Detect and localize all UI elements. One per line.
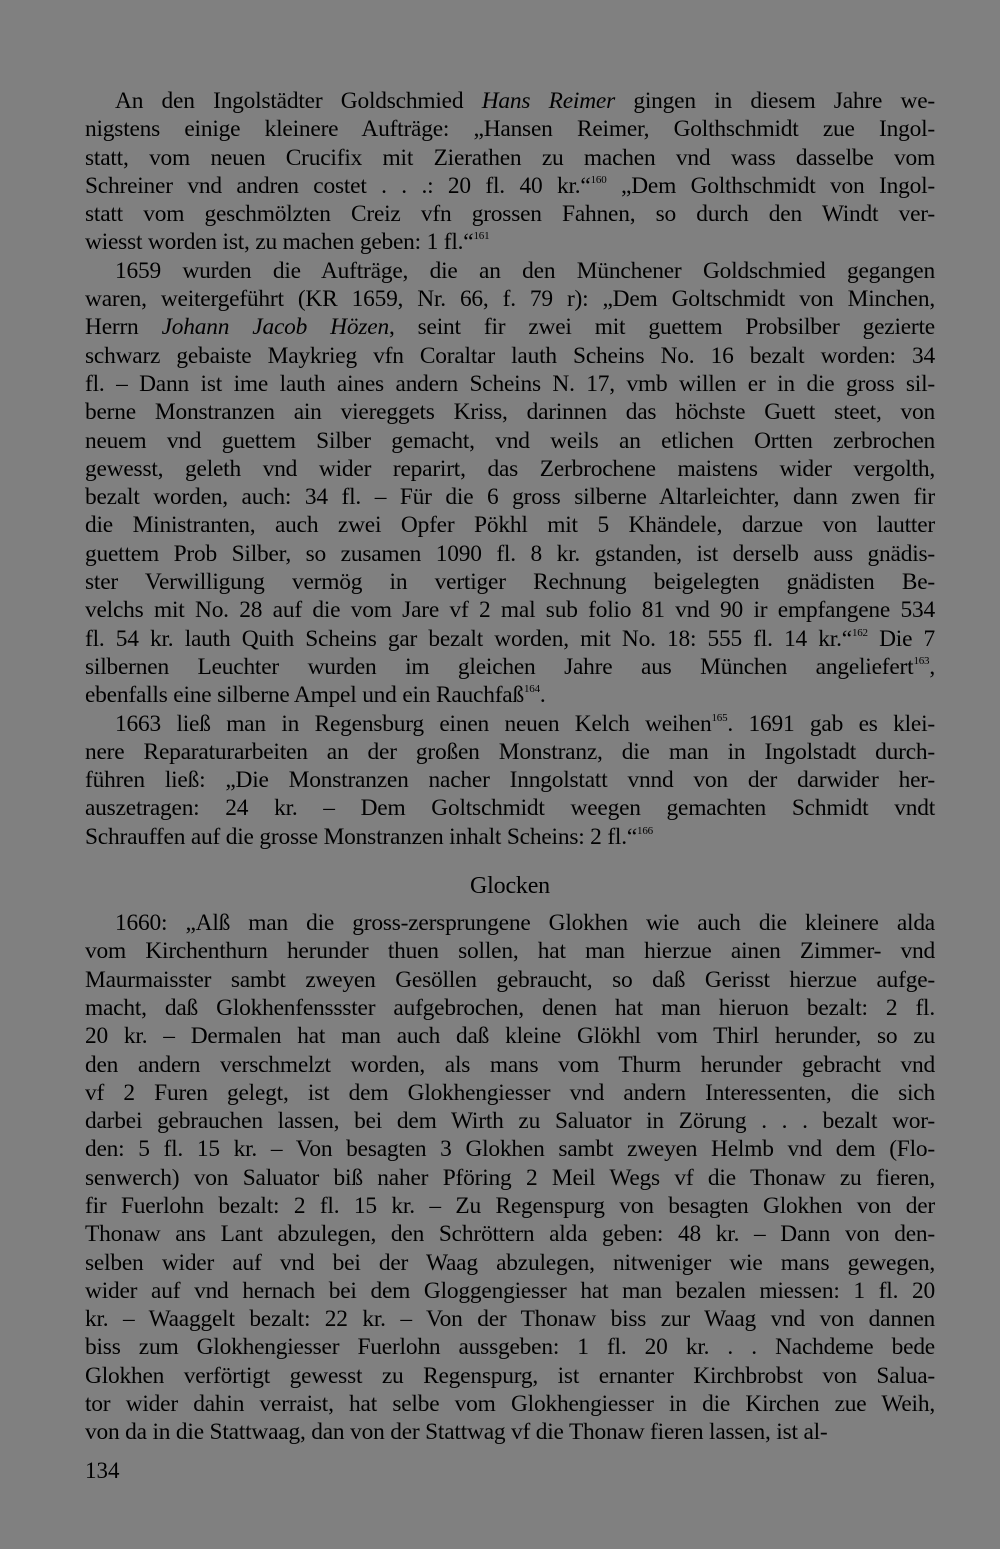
text-run: neuem vnd guettem Silber gemacht, vnd weils an etlichen Ortten zerbrochen [85, 427, 935, 454]
footnote-ref: 160 [590, 173, 607, 186]
text-line [85, 200, 935, 228]
text-line [85, 823, 935, 851]
text-run: Die 7 [867, 625, 936, 652]
text-line [85, 398, 935, 426]
text-run: macht, daß Glokhenfenssster aufgebrochen, denen hat man hieruon bezalt: 2 fl. [85, 994, 935, 1021]
text-line [85, 455, 935, 483]
text-line [85, 1022, 935, 1050]
text-line [85, 909, 935, 937]
text-run: , seint fir zwei mit guettem Probsilber gezierte [388, 314, 935, 341]
text-run: bezalt worden, auch: 34 fl. – Für die 6 gross silberne Altarleichter, dann zwen fir [85, 484, 935, 511]
text-run: auszetragen: 24 kr. – Dem Goltschmidt weegen gemachten Schmidt vndt [85, 795, 935, 822]
text-run: nere Reparaturarbeiten an der großen Monstranz, die man in Ingolstadt durch- [85, 738, 935, 765]
text-line [85, 994, 935, 1022]
text-run: vom Kirchenthurn herunder thuen sollen, hat man hierzue ainen Zimmer- vnd [85, 938, 935, 965]
text-run: An den Ingolstädter Goldschmied [115, 88, 482, 114]
text-line [85, 483, 935, 511]
text-run: statt, vom neuen Crucifix mit Zierathen zu machen vnd wass dasselbe vom [85, 144, 935, 171]
text-run: die Ministranten, auch zwei Opfer Pökhl mit 5 Khändele, darzue von lautter [85, 512, 935, 539]
text-run: guettem Prob Silber, so zusamen 1090 fl. 8 kr. gstanden, ist derselb auss gnädis- [85, 540, 935, 567]
text-run: velchs mit No. 28 auf die vom Jare vf 2 mal sub folio 81 vnd 90 ir empfangene 534 [85, 597, 935, 624]
text-run: . [539, 682, 546, 709]
text-line [85, 1051, 935, 1079]
text-run: silbernen Leuchter wurden im gleichen Jahre aus München angeliefert [85, 653, 914, 680]
text-run: biss zum Glokhengiesser Fuerlohn aussgeben: 1 fl. 20 kr. . . Nachdeme bede [85, 1334, 935, 1361]
page-number: 134 [85, 1458, 120, 1483]
footnote-ref: 161 [473, 230, 490, 243]
text-run: fl. – Dann ist ime lauth aines andern Scheins N. 17, vmb willen er in die gross sil- [85, 370, 935, 397]
footnote-ref: 163 [913, 654, 930, 667]
text-line [85, 1107, 935, 1135]
paragraph-glocken-1660 [85, 909, 935, 1447]
text-line [85, 1220, 935, 1248]
text-line [85, 257, 935, 285]
text-line [85, 1192, 935, 1220]
text-line [85, 87, 935, 115]
paragraph-goldsmith-reimer [85, 87, 935, 257]
text-line [85, 937, 935, 965]
text-line [85, 1164, 935, 1192]
text-run: fir Fuerlohn bezalt: 2 fl. 15 kr. – Zu Regenspurg von besagten Glokhen von der [85, 1192, 935, 1219]
text-line [85, 568, 935, 596]
text-line [85, 370, 935, 398]
text-run: gingen in diesem Jahre we- [615, 88, 935, 114]
italic-name: Hans Reimer [481, 88, 616, 114]
text-run: . 1691 gab es klei- [727, 710, 935, 737]
text-line [85, 1333, 935, 1361]
text-line [85, 966, 935, 994]
text-run: Herrn [85, 314, 162, 341]
text-line [85, 172, 935, 200]
text-line [85, 738, 935, 766]
text-line [85, 1418, 935, 1446]
text-line [85, 342, 935, 370]
page-body [85, 87, 935, 1447]
text-run: ster Verwilligung vermög in vertiger Rechnung beigelegten gnädisten Be- [85, 569, 935, 596]
text-run: Thonaw ans Lant abzulegen, den Schröttern alda geben: 48 kr. – Dann von den- [85, 1221, 935, 1248]
text-run: vf 2 Furen gelegt, ist dem Glokhengiesser vnd andern Interessenten, die sich [85, 1079, 935, 1106]
text-line [85, 1135, 935, 1163]
text-line [85, 511, 935, 539]
text-run: den: 5 fl. 15 kr. – Von besagten 3 Glokhen sambt zweyen Helmb vnd dem (Flo- [85, 1136, 935, 1163]
footnote-ref: 162 [851, 626, 868, 639]
text-run: Schreiner vnd andren costet . . .: 20 fl. 40 kr.“ [85, 172, 591, 199]
text-line [85, 681, 935, 709]
text-line [85, 653, 935, 681]
text-line [85, 1305, 935, 1333]
paragraph-1663 [85, 710, 935, 851]
text-line [85, 115, 935, 143]
text-run: nigstens einige kleinere Aufträge: „Hansen Reimer, Golthschmidt zue Ingol- [85, 116, 935, 143]
text-run: Maurmaisster sambt zweyen Gesöllen gebraucht, so daß Gerisst hierzue aufge- [85, 966, 935, 993]
text-run: , [929, 653, 935, 680]
text-line [85, 710, 935, 738]
text-run: 1660: „Alß man die gross-zersprungene Glokhen wie auch die kleinere alda [115, 910, 935, 937]
section-heading: Glocken [470, 873, 550, 900]
text-line [85, 313, 935, 341]
text-line [85, 144, 935, 172]
text-line [85, 794, 935, 822]
paragraph-1659 [85, 257, 935, 710]
text-line [85, 540, 935, 568]
text-run: den andern verschmelzt worden, als mans vom Thurm herunder gebracht vnd [85, 1051, 935, 1078]
italic-name: Johann Jacob Hözen [161, 314, 389, 341]
footnote-ref: 166 [637, 824, 653, 837]
text-run: führen ließ: „Die Monstranzen nacher Inngolstatt vnnd von der darwider her- [85, 767, 935, 794]
text-line [85, 1277, 935, 1305]
text-line [85, 228, 935, 256]
text-run: 1659 wurden die Aufträge, die an den Münchener Goldschmied gegangen [115, 257, 935, 284]
text-run: wiesst worden ist, zu machen geben: 1 fl.“ [85, 229, 474, 256]
text-run: tor wider dahin verraist, hat selbe vom Glokhengiesser in die Kirchen zue Weih, [85, 1391, 935, 1418]
text-run: waren, weitergeführt (KR 1659, Nr. 66, f. 79 r): „Dem Goltschmidt von Minchen, [85, 286, 935, 313]
text-run: fl. 54 kr. lauth Quith Scheins gar bezalt worden, mit No. 18: 555 fl. 14 kr.“ [85, 625, 852, 652]
text-run: senwerch) von Saluator biß naher Pföring 2 Meil Wegs vf die Thonaw zu fieren, [85, 1164, 935, 1191]
text-line [85, 1079, 935, 1107]
text-run: selben wider auf vnd bei der Waag abzulegen, nitweniger wie mans gewegen, [85, 1249, 935, 1276]
text-line [85, 427, 935, 455]
text-line [85, 1362, 935, 1390]
text-run: ebenfalls eine silberne Ampel und ein Rauchfaß [85, 682, 524, 709]
text-line [85, 766, 935, 794]
text-run: statt vom geschmölzten Creiz vfn grossen Fahnen, so durch den Windt ver- [85, 201, 935, 228]
text-run: darbei gebrauchen lassen, bei dem Wirth zu Saluator in Zörung . . . bezalt wor- [85, 1108, 935, 1135]
text-run: gewesst, geleth vnd wider reparirt, das Zerbrochene maistens wider vergolth, [85, 455, 935, 482]
text-run: von da in die Stattwaag, dan von der Stattwag vf die Thonaw fieren lassen, ist al- [85, 1419, 828, 1446]
text-line [85, 625, 935, 653]
text-run: kr. – Waaggelt bezalt: 22 kr. – Von der Thonaw biss zur Waag vnd von dannen [85, 1306, 935, 1333]
text-run: „Dem Golthschmidt von Ingol- [606, 172, 935, 199]
text-line [85, 1390, 935, 1418]
text-line [85, 1249, 935, 1277]
footnote-ref: 165 [711, 711, 728, 724]
text-run: berne Monstranzen ain viereggets Kriss, darinnen das höchste Guett steet, von [85, 399, 935, 426]
text-run: Glokhen verförtigt gewesst zu Regenspurg, ist ernanter Kirchbrobst von Salua- [85, 1362, 935, 1389]
footnote-ref: 164 [523, 683, 540, 696]
text-run: schwarz gebaiste Maykrieg vfn Coraltar lauth Scheins No. 16 bezalt worden: 34 [85, 342, 935, 369]
text-run: Schrauffen auf die grosse Monstranzen inhalt Scheins: 2 fl.“ [85, 823, 638, 850]
text-line [85, 285, 935, 313]
text-run: 1663 ließ man in Regensburg einen neuen Kelch weihen [115, 710, 712, 737]
text-run: wider auf vnd hernach bei dem Gloggengiesser hat man bezalen miessen: 1 fl. 20 [85, 1277, 935, 1304]
text-run: 20 kr. – Dermalen hat man auch daß kleine Glökhl vom Thirl herunder, so zu [85, 1023, 935, 1050]
text-line [85, 596, 935, 624]
